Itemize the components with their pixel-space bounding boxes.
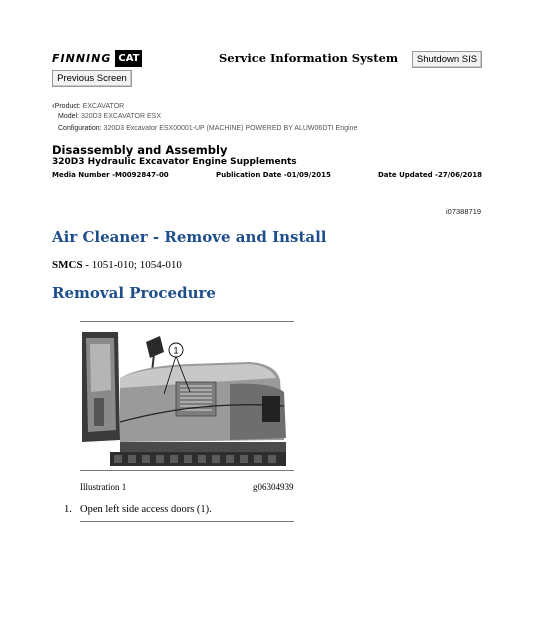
logo-text: FINNING — [52, 52, 112, 65]
logo-badge: CAT — [115, 50, 142, 67]
step-text: Open left side access doors (1). — [80, 504, 212, 515]
step-number: 1. — [64, 504, 72, 515]
smcs-codes — [52, 259, 182, 271]
smcs-label: SMCS - — [52, 259, 89, 271]
product-line — [52, 101, 124, 110]
configuration-line — [58, 125, 357, 132]
page-title: Service Information System — [219, 51, 399, 65]
model-line — [58, 113, 161, 120]
excavator-illustration — [80, 330, 294, 470]
document-id: i07388719 — [446, 207, 482, 216]
illustration-caption: Illustration 1 — [80, 482, 127, 492]
previous-screen-button[interactable]: Previous Screen — [52, 70, 132, 87]
media-number: Media Number -M0092847-00 — [52, 171, 169, 179]
divider — [80, 470, 294, 471]
procedure-step — [64, 504, 212, 515]
callout-label: 1 — [173, 345, 179, 356]
config-value: 320D3 Excavator ESX00001-UP (MACHINE) POWERED BY ALUW06DTI Engine — [103, 125, 358, 132]
model-value: 320D3 EXCAVATOR ESX — [80, 113, 161, 120]
date-updated: Date Updated -27/06/2018 — [378, 171, 483, 179]
document-subtitle: 320D3 Hydraulic Excavator Engine Supplements — [52, 157, 297, 167]
removal-procedure-heading: Removal Procedure — [52, 284, 216, 302]
shutdown-sis-button[interactable]: Shutdown SIS — [412, 51, 482, 68]
section-title: Disassembly and Assembly — [52, 143, 228, 157]
procedure-title: Air Cleaner - Remove and Install — [52, 228, 327, 246]
illustration-code: g06304939 — [253, 482, 294, 492]
product-label: Product: — [54, 103, 81, 110]
divider — [80, 321, 294, 322]
publication-date: Publication Date -01/09/2015 — [216, 171, 331, 179]
model-label: Model: — [58, 113, 80, 120]
divider — [80, 521, 294, 522]
product-value: EXCAVATOR — [82, 103, 125, 110]
smcs-value: 1051-010; 1054-010 — [91, 259, 182, 271]
back-arrow-icon[interactable]: ‹ — [52, 101, 55, 110]
finning-cat-logo — [52, 48, 138, 69]
config-label: Configuration: — [58, 125, 102, 132]
